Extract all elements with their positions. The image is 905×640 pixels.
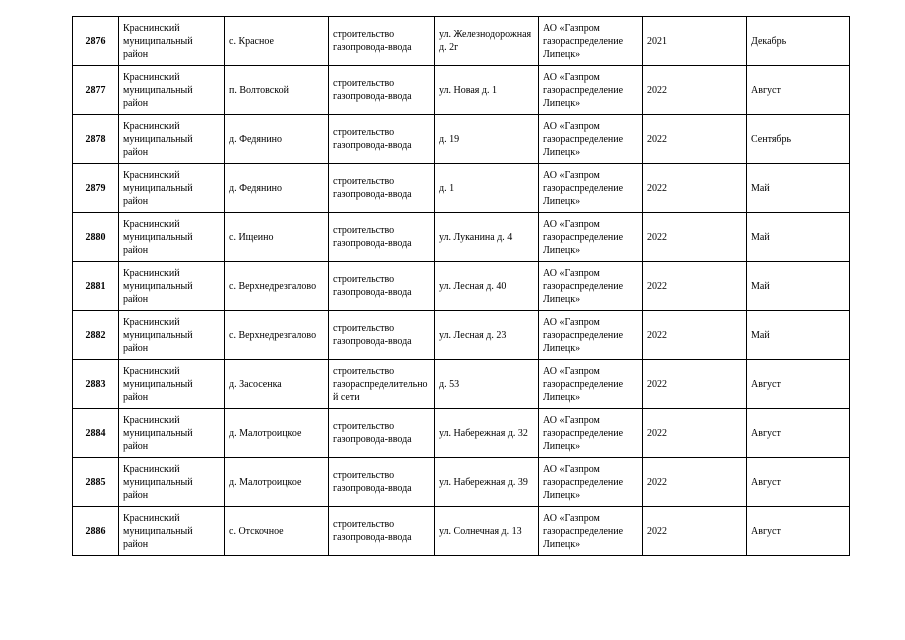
address-cell: ул. Набережная д. 32 bbox=[435, 409, 539, 458]
organization-cell: АО «Газпром газораспределение Липецк» bbox=[539, 409, 643, 458]
work-type-cell: строительство газопровода-ввода bbox=[329, 458, 435, 507]
organization-cell: АО «Газпром газораспределение Липецк» bbox=[539, 66, 643, 115]
table-row bbox=[73, 409, 850, 458]
year-cell: 2022 bbox=[643, 115, 747, 164]
year-cell: 2022 bbox=[643, 262, 747, 311]
address-cell: ул. Луканина д. 4 bbox=[435, 213, 539, 262]
month-cell: Май bbox=[747, 164, 850, 213]
organization-cell: АО «Газпром газораспределение Липецк» bbox=[539, 164, 643, 213]
table-row bbox=[73, 360, 850, 409]
row-number: 2879 bbox=[73, 164, 119, 213]
row-number: 2876 bbox=[73, 17, 119, 66]
row-number: 2881 bbox=[73, 262, 119, 311]
year-cell: 2022 bbox=[643, 164, 747, 213]
work-type-cell: строительство газопровода-ввода bbox=[329, 262, 435, 311]
district-cell: Краснинский муниципальный район bbox=[119, 311, 225, 360]
year-cell: 2022 bbox=[643, 66, 747, 115]
address-cell: ул. Новая д. 1 bbox=[435, 66, 539, 115]
work-type-cell: строительство газопровода-ввода bbox=[329, 409, 435, 458]
locality-cell: с. Верхнедрезгалово bbox=[225, 311, 329, 360]
table-row bbox=[73, 311, 850, 360]
table-row bbox=[73, 164, 850, 213]
row-number: 2880 bbox=[73, 213, 119, 262]
table-row bbox=[73, 115, 850, 164]
row-number: 2884 bbox=[73, 409, 119, 458]
row-number: 2882 bbox=[73, 311, 119, 360]
address-cell: ул. Железнодорожная д. 2г bbox=[435, 17, 539, 66]
row-number: 2885 bbox=[73, 458, 119, 507]
locality-cell: с. Верхнедрезгалово bbox=[225, 262, 329, 311]
work-type-cell: строительство газопровода-ввода bbox=[329, 17, 435, 66]
organization-cell: АО «Газпром газораспределение Липецк» bbox=[539, 458, 643, 507]
locality-cell: д. Засосенка bbox=[225, 360, 329, 409]
row-number: 2883 bbox=[73, 360, 119, 409]
month-cell: Август bbox=[747, 66, 850, 115]
work-type-cell: строительство газопровода-ввода bbox=[329, 507, 435, 556]
locality-cell: д. Федянино bbox=[225, 115, 329, 164]
year-cell: 2022 bbox=[643, 311, 747, 360]
address-cell: ул. Лесная д. 23 bbox=[435, 311, 539, 360]
address-cell: д. 1 bbox=[435, 164, 539, 213]
locality-cell: с. Красное bbox=[225, 17, 329, 66]
work-type-cell: строительство газораспределительной сети bbox=[329, 360, 435, 409]
organization-cell: АО «Газпром газораспределение Липецк» bbox=[539, 213, 643, 262]
month-cell: Август bbox=[747, 458, 850, 507]
year-cell: 2022 bbox=[643, 409, 747, 458]
address-cell: д. 19 bbox=[435, 115, 539, 164]
locality-cell: д. Малотроицкое bbox=[225, 409, 329, 458]
month-cell: Август bbox=[747, 507, 850, 556]
district-cell: Краснинский муниципальный район bbox=[119, 115, 225, 164]
district-cell: Краснинский муниципальный район bbox=[119, 458, 225, 507]
address-cell: д. 53 bbox=[435, 360, 539, 409]
address-cell: ул. Солнечная д. 13 bbox=[435, 507, 539, 556]
month-cell: Сентябрь bbox=[747, 115, 850, 164]
organization-cell: АО «Газпром газораспределение Липецк» bbox=[539, 507, 643, 556]
work-type-cell: строительство газопровода-ввода bbox=[329, 115, 435, 164]
year-cell: 2022 bbox=[643, 458, 747, 507]
month-cell: Декабрь bbox=[747, 17, 850, 66]
organization-cell: АО «Газпром газораспределение Липецк» bbox=[539, 311, 643, 360]
work-type-cell: строительство газопровода-ввода bbox=[329, 66, 435, 115]
month-cell: Август bbox=[747, 360, 850, 409]
locality-cell: с. Отскочное bbox=[225, 507, 329, 556]
month-cell: Май bbox=[747, 311, 850, 360]
gasification-table bbox=[72, 16, 850, 556]
locality-cell: с. Ищеино bbox=[225, 213, 329, 262]
table-row bbox=[73, 262, 850, 311]
organization-cell: АО «Газпром газораспределение Липецк» bbox=[539, 262, 643, 311]
year-cell: 2021 bbox=[643, 17, 747, 66]
locality-cell: п. Волтовской bbox=[225, 66, 329, 115]
district-cell: Краснинский муниципальный район bbox=[119, 409, 225, 458]
row-number: 2878 bbox=[73, 115, 119, 164]
locality-cell: д. Малотроицкое bbox=[225, 458, 329, 507]
year-cell: 2022 bbox=[643, 213, 747, 262]
table-row bbox=[73, 507, 850, 556]
district-cell: Краснинский муниципальный район bbox=[119, 507, 225, 556]
table-row bbox=[73, 213, 850, 262]
year-cell: 2022 bbox=[643, 507, 747, 556]
table-row bbox=[73, 458, 850, 507]
work-type-cell: строительство газопровода-ввода bbox=[329, 164, 435, 213]
work-type-cell: строительство газопровода-ввода bbox=[329, 213, 435, 262]
address-cell: ул. Набережная д. 39 bbox=[435, 458, 539, 507]
table-row bbox=[73, 17, 850, 66]
locality-cell: д. Федянино bbox=[225, 164, 329, 213]
organization-cell: АО «Газпром газораспределение Липецк» bbox=[539, 115, 643, 164]
district-cell: Краснинский муниципальный район bbox=[119, 262, 225, 311]
row-number: 2877 bbox=[73, 66, 119, 115]
district-cell: Краснинский муниципальный район bbox=[119, 17, 225, 66]
table-body bbox=[73, 17, 850, 556]
month-cell: Май bbox=[747, 262, 850, 311]
month-cell: Май bbox=[747, 213, 850, 262]
district-cell: Краснинский муниципальный район bbox=[119, 164, 225, 213]
table-row bbox=[73, 66, 850, 115]
organization-cell: АО «Газпром газораспределение Липецк» bbox=[539, 360, 643, 409]
organization-cell: АО «Газпром газораспределение Липецк» bbox=[539, 17, 643, 66]
row-number: 2886 bbox=[73, 507, 119, 556]
year-cell: 2022 bbox=[643, 360, 747, 409]
district-cell: Краснинский муниципальный район bbox=[119, 360, 225, 409]
address-cell: ул. Лесная д. 40 bbox=[435, 262, 539, 311]
month-cell: Август bbox=[747, 409, 850, 458]
work-type-cell: строительство газопровода-ввода bbox=[329, 311, 435, 360]
district-cell: Краснинский муниципальный район bbox=[119, 213, 225, 262]
district-cell: Краснинский муниципальный район bbox=[119, 66, 225, 115]
